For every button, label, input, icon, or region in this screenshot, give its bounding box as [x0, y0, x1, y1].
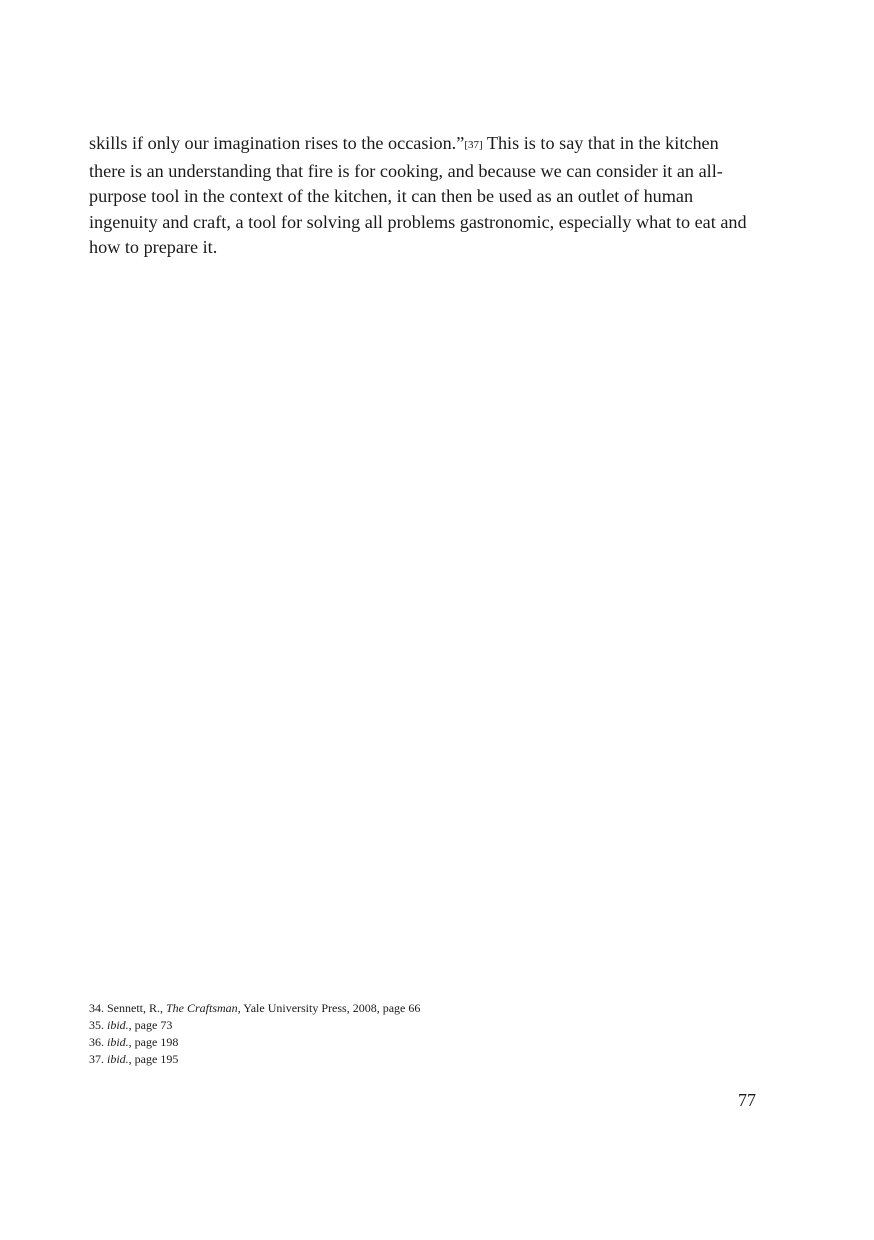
- footnote-item: [89, 1034, 769, 1051]
- footnote-title: The Craftsman: [166, 1001, 238, 1015]
- footnote-number: 37.: [89, 1052, 104, 1066]
- footnote-title: ibid.: [107, 1052, 129, 1066]
- footnote-item: [89, 1017, 769, 1034]
- footnote-number: 35.: [89, 1018, 104, 1032]
- footnote-item: [89, 1051, 769, 1068]
- paragraph-lead: skills if only our imagination rises to the occasion.”: [89, 133, 465, 153]
- footnote-number: 36.: [89, 1035, 104, 1049]
- footnote-text: Sennett, R.,: [104, 1001, 166, 1015]
- footnote-reference: [37]: [464, 139, 483, 151]
- footnote-number: 34.: [89, 1001, 104, 1015]
- footnote-title: ibid.: [107, 1035, 129, 1049]
- footnote-text: , page 73: [128, 1018, 173, 1032]
- footnote-text: , Yale University Press, 2008, page 66: [237, 1001, 421, 1015]
- body-paragraph: [89, 131, 759, 260]
- footnote-text: , page 195: [128, 1052, 179, 1066]
- footnotes-list: [89, 1000, 769, 1068]
- paragraph-rest: This is to say that in the kitchen there is an understanding that fire is for cooking, and because we can consider it an all-purpose tool in the context of the kitchen, it can then be used as an outlet of human ingenuity and craft, a tool for solving all problems gastronomic, especially what to eat and how to prepare it.: [89, 133, 747, 257]
- footnote-item: [89, 1000, 769, 1017]
- footnote-text: , page 198: [128, 1035, 179, 1049]
- page-number: 77: [738, 1090, 756, 1110]
- footnote-title: ibid.: [107, 1018, 129, 1032]
